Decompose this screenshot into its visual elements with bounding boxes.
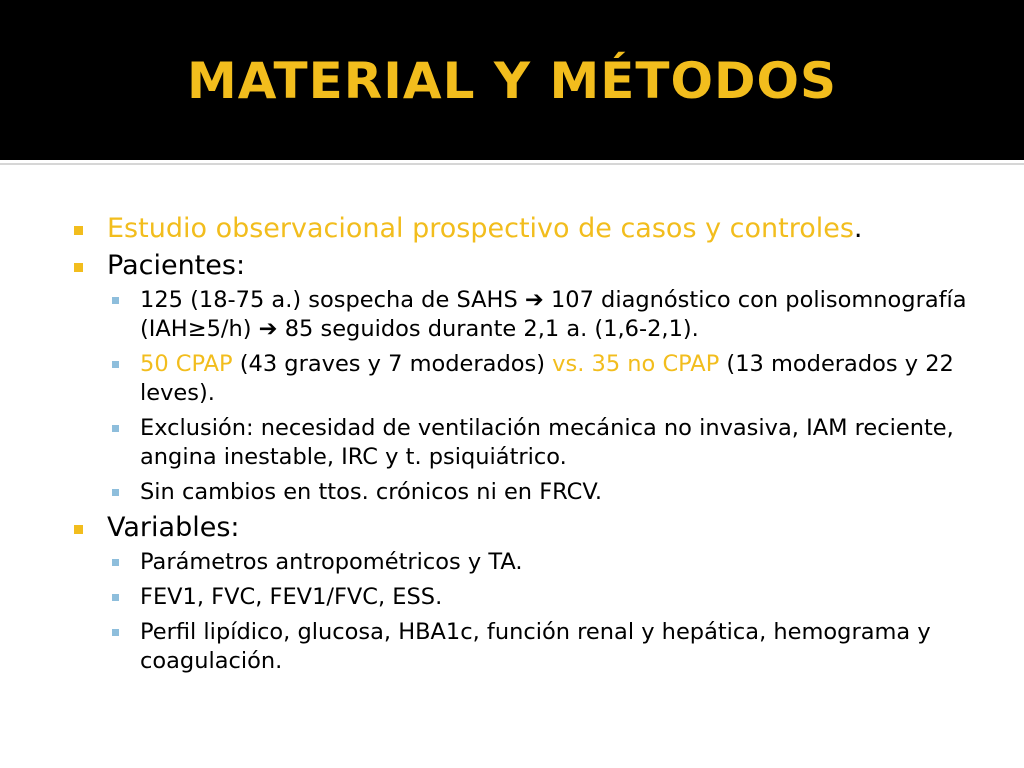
patients-item-no-changes xyxy=(70,478,970,507)
patients-item-groups xyxy=(70,350,970,408)
title-separator-line xyxy=(0,163,1024,165)
variables-item-spirometry xyxy=(70,583,970,612)
study-design-text: Estudio observacional prospectivo de casos y controles xyxy=(107,213,854,244)
anthropometric-text: Parámetros antropométricos y TA. xyxy=(140,549,523,575)
study-design-end: . xyxy=(853,213,863,244)
square-bullet-icon xyxy=(112,594,119,601)
lab-text: Perfil lipídico, glucosa, HBA1c, función renal y hepática, hemograma y coagulación. xyxy=(140,619,931,674)
cohort-part1: 125 (18-75 a.) sospecha de SAHS xyxy=(140,287,518,313)
slide-content xyxy=(70,212,970,676)
square-bullet-icon xyxy=(112,297,119,304)
right-arrow-icon: ➔ xyxy=(258,316,278,342)
cpap-group-detail: (43 graves y 7 moderados) xyxy=(232,351,553,377)
square-bullet-icon xyxy=(74,263,83,272)
square-bullet-icon xyxy=(74,226,83,235)
bullet-patients xyxy=(70,249,970,282)
square-bullet-icon xyxy=(112,629,119,636)
square-bullet-icon xyxy=(112,489,119,496)
no-changes-text: Sin cambios en ttos. crónicos ni en FRCV. xyxy=(140,479,603,505)
spirometry-text: FEV1, FVC, FEV1/FVC, ESS. xyxy=(140,584,443,610)
bullet-study-design xyxy=(70,212,970,245)
cohort-part3: 85 seguidos durante 2,1 a. (1,6-2,1). xyxy=(284,316,699,342)
right-arrow-icon: ➔ xyxy=(524,287,544,313)
variables-item-anthropometric xyxy=(70,548,970,577)
patients-label: Pacientes: xyxy=(107,250,246,281)
slide-title: MATERIAL Y MÉTODOS xyxy=(186,52,838,110)
patients-item-exclusion xyxy=(70,414,970,472)
square-bullet-icon xyxy=(74,525,83,534)
square-bullet-icon xyxy=(112,361,119,368)
variables-item-lab xyxy=(70,618,970,676)
patients-item-cohort xyxy=(70,286,970,344)
exclusion-text: Exclusión: necesidad de ventilación mecánica no invasiva, IAM reciente, angina inestable, IRC y t. psiquiátrico. xyxy=(140,415,954,470)
title-band xyxy=(0,0,1024,160)
no-cpap-group: vs. 35 no CPAP xyxy=(552,351,720,377)
cpap-group: 50 CPAP xyxy=(140,351,233,377)
variables-label: Variables: xyxy=(107,512,240,543)
no-cpap-group-detail: (13 moderados y 22 leves). xyxy=(140,351,954,406)
square-bullet-icon xyxy=(112,559,119,566)
bullet-variables xyxy=(70,511,970,544)
cohort-part2: 107 diagnóstico con polisomnografía (IAH≥5/h) xyxy=(140,287,967,342)
square-bullet-icon xyxy=(112,425,119,432)
